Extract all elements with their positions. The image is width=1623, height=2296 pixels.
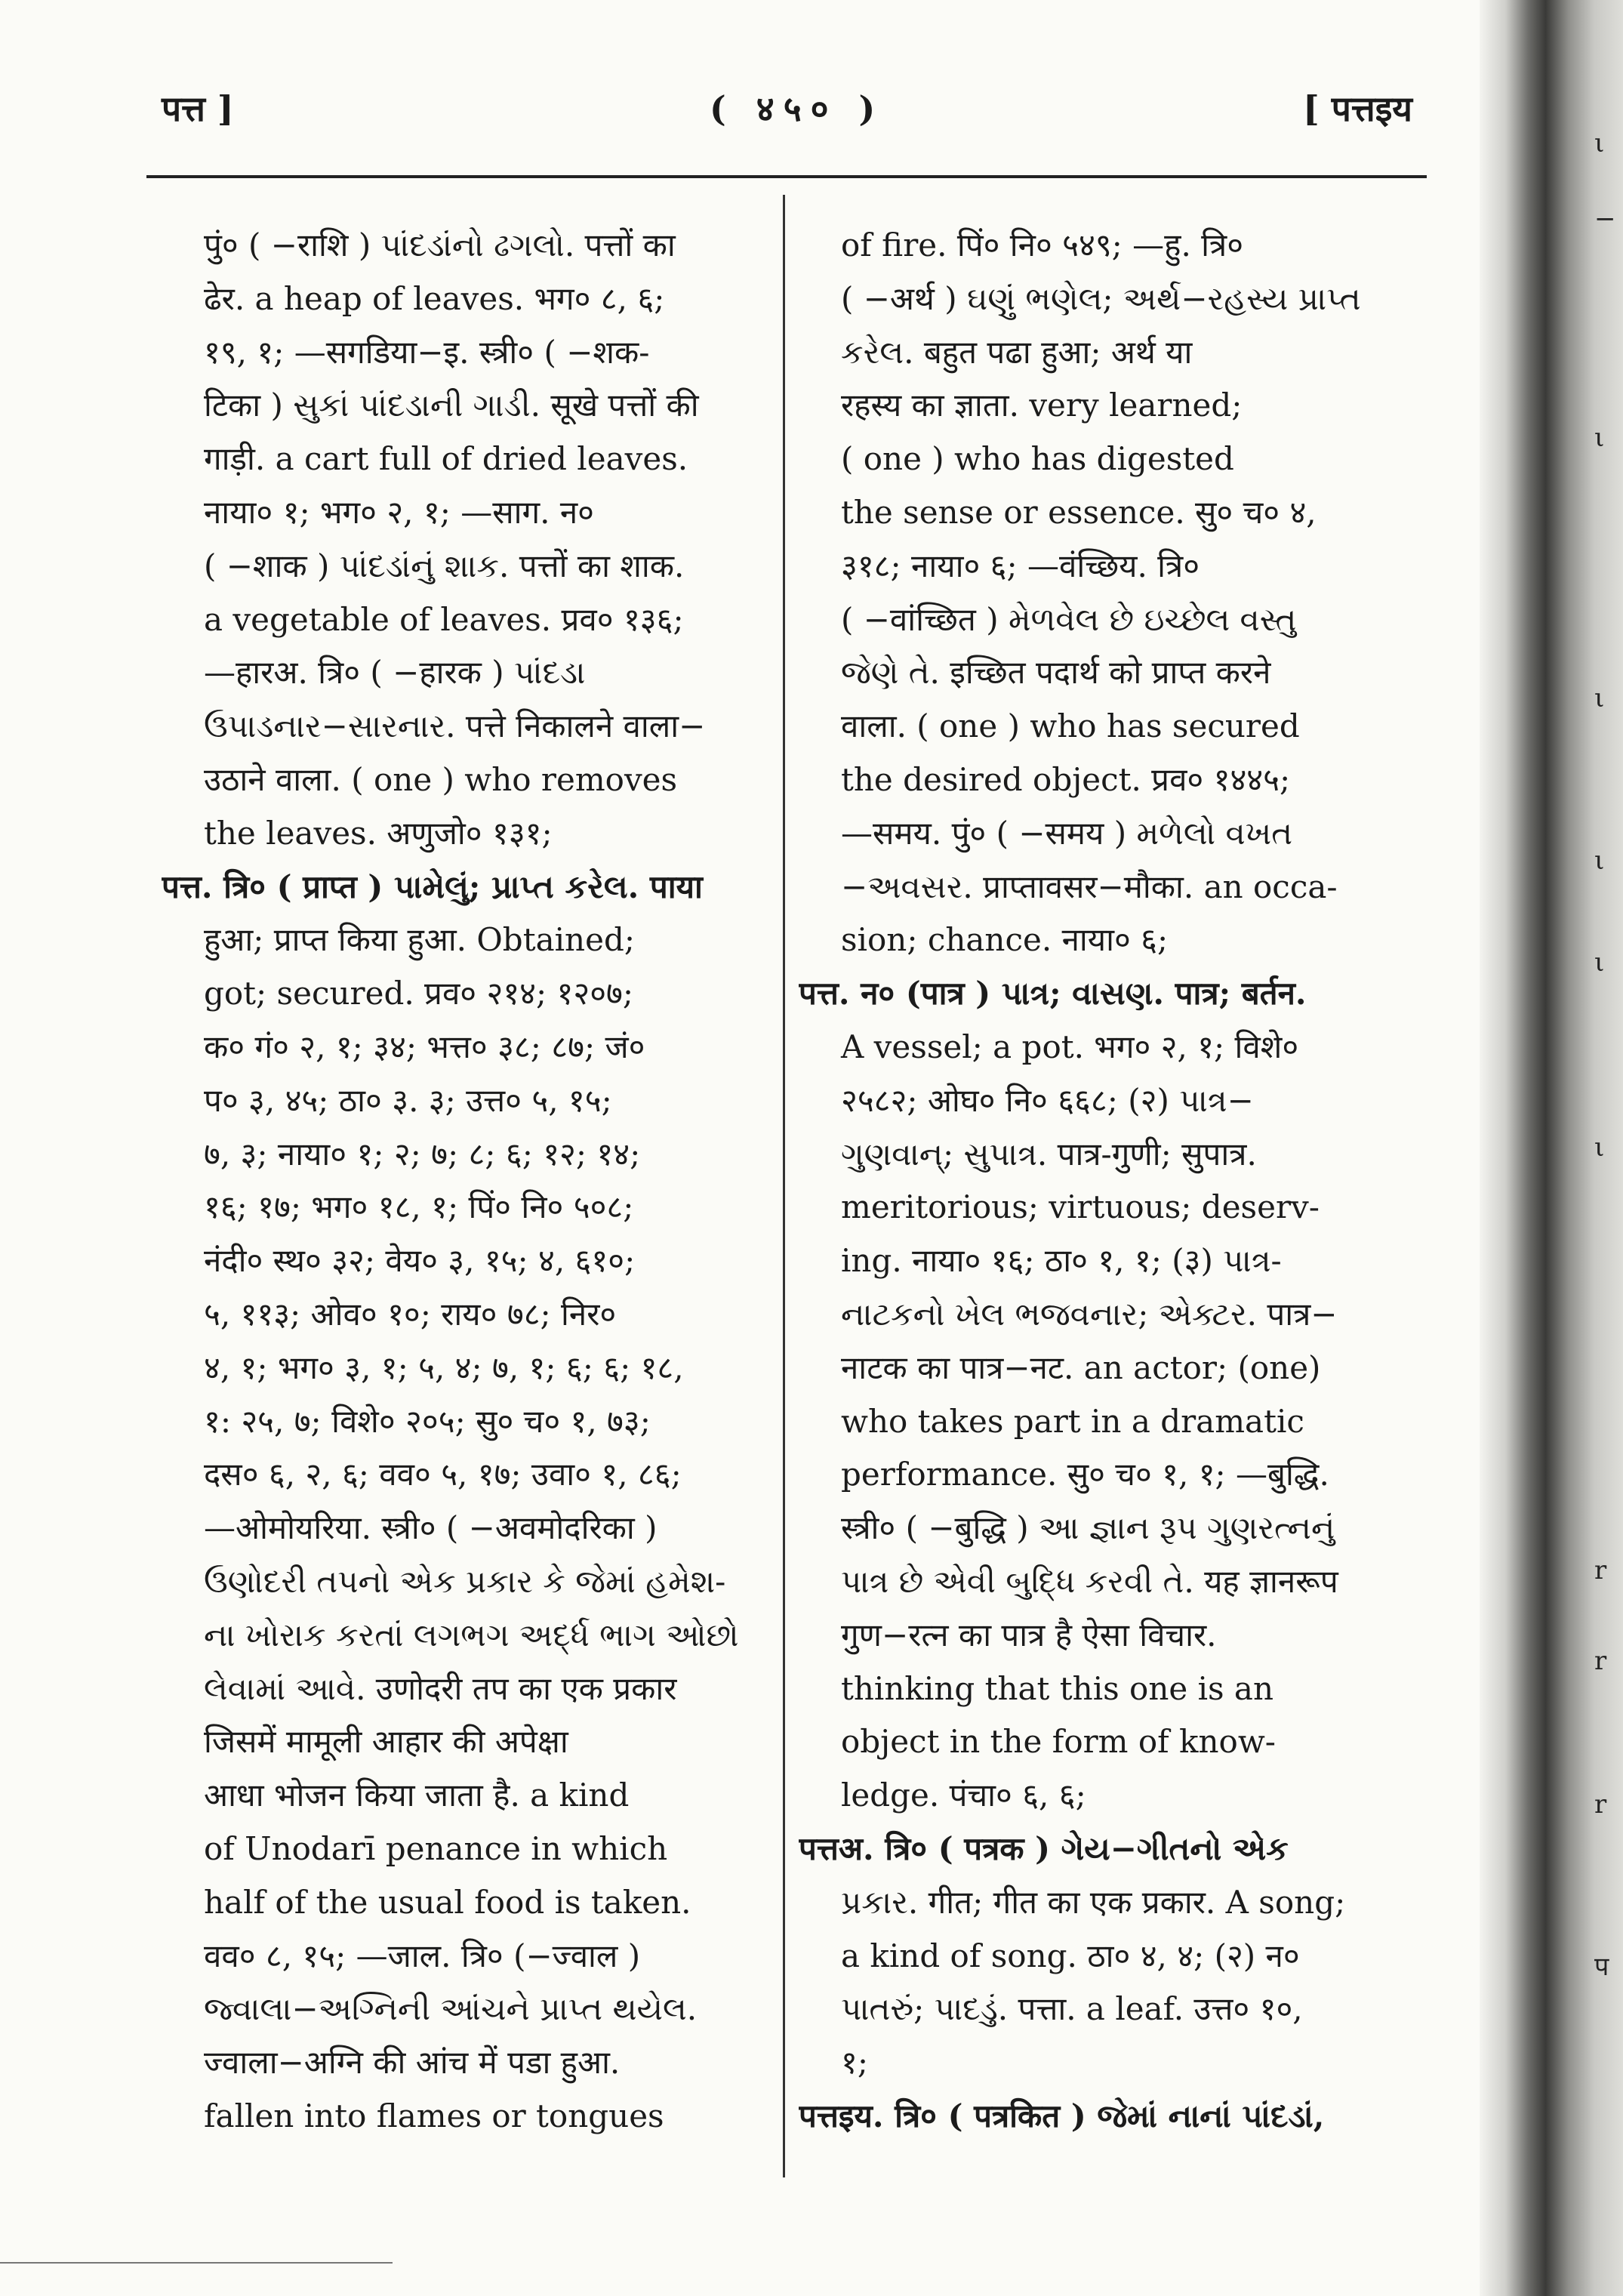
headword-line: पत्त. त्रि० ( प्राप्त ) પામેલું; પ્રાપ્ત કરેલ. पाया [162,868,703,905]
entry-line: जिसमें मामूली आहार की अपेक्षा [204,1723,568,1761]
entry-line: २५८२; ओघ० नि० ६६८; (२) પાત્ર− [841,1081,1254,1119]
entry-line: नाटक का पात्र−नट. an actor; (one) [841,1348,1321,1386]
left-column [162,219,765,2143]
page-number: ( ४५० ) [710,88,885,129]
headword-line: पत्तइय. त्रि० ( पत्रकित ) જેમાં નાનાં પાંદડાં, [799,2097,1325,2134]
entry-line: —समय. पुं० ( −समय ) મળેલો વખત [841,814,1293,852]
entry-line: वव० ८, १५; —जाल. त्रि० (−ज्वाल ) [204,1937,641,1974]
entry-line: १९, १; —सगडिया−इ. स्त्री० ( −शक- [204,333,650,371]
entry-line: ing. नाया० १६; ठा० १, १; (३) પાત્ર- [841,1242,1282,1280]
entry-line: thinking that this one is an [841,1669,1274,1707]
entry-line: क० गं० २, १; ३४; भत्त० ३८; ८७; जं० [204,1028,645,1065]
binding-mark: प [1594,1952,1609,1982]
entry-line: नंदी० स्थ० ३२; वेय० ३, १५; ४, ६१०; [204,1242,636,1280]
binding-mark: ι [1594,948,1605,978]
binding-mark: r [1594,1646,1607,1676]
entry-line: ગુણવાન્; સુપાત્ર. पात्र-गुणी; सुपात्र. [841,1135,1257,1173]
entry-line: meritorious; virtuous; deserv- [841,1188,1320,1226]
entry-line: ढेर. a heap of leaves. भग० ८, ६; [204,279,665,317]
entry-line: ज्वाला−अग्नि की आंच में पडा हुआ. [204,2044,621,2082]
entry-line: ઉણોદરી તપનો એક પ્રકાર કે જેમાં હમેશ- [204,1562,726,1600]
entry-line: −અવસર. प्राप्तावसर−मौका. an occa- [841,868,1338,905]
entry-line: who takes part in a dramatic [841,1402,1304,1440]
entry-line: પાત્ર છે એવી બુદ્ધિ કરવી તે. यह ज्ञानरूप [841,1562,1338,1600]
entry-line: आधा भोजन किया जाता है. a kind [204,1777,630,1814]
headword-line: पत्तअ. त्रि० ( पत्रक ) ગેય−ગીતનો એક [799,1829,1289,1867]
page-bottom-edge [0,2262,393,2264]
entry-line: गाड़ी. a cart full of dried leaves. [204,440,688,478]
entry-line: ( −शाक ) પાંદડાંનું શાક. पत्तों का शाक. [204,547,685,584]
entry-line: ના ખોરાક કરતાં લગભગ અર્દ્ધ ભાગ ઓછો [204,1616,739,1653]
entry-line: a kind of song. ठा० ४, ४; (२) न० [841,1937,1300,1974]
binding-mark: − [1594,204,1616,234]
entry-line: the desired object. प्रव० १४४५; [841,760,1291,798]
entry-line: नाया० १; भग० २, १; —साग. न० [204,493,594,531]
entry-line: टिका ) સુકાં પાંદડાની ગાડી. सूखे पत्तों की [204,387,699,424]
entry-line: ( −वांच्छित ) મેળવેલ છે ઇચ્છેલ વસ્તુ [841,600,1297,638]
entry-line: १६; १७; भग० १८, १; पिं० नि० ५०८; [204,1188,634,1226]
entry-line: ५, ११३; ओव० १०; राय० ७८; निर० [204,1295,617,1333]
entry-line: ३१८; नाया० ६; —वंच्छिय. त्रि० [841,547,1200,584]
entry-line: of fire. पिं० नि० ५४९; —हु. त्रि० [841,227,1244,264]
entry-line: पुं० ( −राशि ) પાંદડાંનો ઢગલો. पत्तों का [204,227,676,264]
entry-line: કરેલ. बहुत पढा हुआ; अर्थ या [841,333,1193,371]
entry-line: स्त्री० ( −बुद्धि ) આ જ્ઞાન રૂપ ગુણરત્નનું [841,1509,1335,1547]
entry-line: —हारअ. त्रि० ( −हारक ) પાંદડા [204,654,586,692]
entry-line: प० ३, ४५; ठा० ३. ३; उत्त० ५, १५; [204,1081,612,1119]
binding-mark: ι [1594,846,1605,876]
entry-line: પ્રકાર. गीत; गीत का एक प्रकार. A song; [841,1883,1346,1921]
binding-mark: r [1594,1555,1607,1586]
entry-line: १; [841,2044,868,2082]
entry-line: १: २५, ७; विशे० २०५; सु० च० १, ७३; [204,1402,651,1440]
entry-line: ઉપાડનાર−સારનાર. पत्ते निकालने वाला− [204,707,706,745]
running-head-right: [ पत्तइय [1303,88,1412,129]
entry-line: ( one ) who has digested [841,440,1234,478]
entry-line: गुण−रत्न का पात्र है ऐसा विचार. [841,1616,1217,1653]
entry-line: वाला. ( one ) who has secured [841,707,1300,745]
binding-mark: ι [1594,423,1605,453]
entry-line: —ओमोयरिया. स्त्री० ( −अवमोदरिका ) [204,1509,658,1547]
header-rule [146,175,1427,178]
entry-line: half of the usual food is taken. [204,1883,691,1921]
running-head-left: पत्त ] [162,88,234,129]
entry-line: જ્વાલા−અગ્નિની આંચને પ્રાપ્ત થયેલ. [204,1990,698,2028]
entry-line: of Unodarī penance in which [204,1829,668,1867]
entry-line: रहस्य का ज्ञाता. very learned; [841,387,1243,424]
binding-mark: r [1594,1789,1607,1820]
entry-line: उठाने वाला. ( one ) who removes [204,760,678,798]
entry-line: પાતરું; પાદડું. पत्ता. a leaf. उत्त० १०, [841,1990,1303,2028]
binding-mark: ι [1594,683,1605,713]
entry-line: ४, १; भग० ३, १; ५, ४; ७, १; ६; ६; १८, [204,1348,684,1386]
entry-line: ७, ३; नाया० १; २; ७; ८; ६; १२; १४; [204,1135,641,1173]
entry-line: a vegetable of leaves. प्रव० १३६; [204,600,684,638]
entry-line: ledge. पंचा० ६, ६; [841,1777,1086,1814]
entry-line: લેવામાં આવે. उणोदरी तप का एक प्रकार [204,1669,677,1707]
entry-line: got; secured. प्रव० २१४; १२०७; [204,975,634,1012]
entry-line: A vessel; a pot. भग० २, १; विशे० [841,1028,1299,1065]
entry-line: fallen into flames or tongues [204,2097,664,2134]
entry-line: ( −अर्थ ) ઘણું ભણેલ; અર્થ−રહસ્ય પ્રાપ્ત [841,279,1361,317]
headword-line: पत्त. न० (पात्र ) પાત્ર; વાસણ. पात्र; बर्तन. [799,975,1307,1012]
column-divider [783,195,785,2177]
right-column [799,219,1422,2143]
entry-line: the leaves. अणुजो० १३१; [204,814,553,852]
entry-line: sion; chance. नाया० ६; [841,921,1169,959]
entry-line: નાટકનો ખેલ ભજવનાર; એક્ટર. पात्र− [841,1295,1338,1333]
entry-line: object in the form of know- [841,1723,1276,1761]
entry-line: performance. सु० च० १, १; —बुद्धि. [841,1456,1329,1493]
entry-line: हुआ; प्राप्त किया हुआ. Obtained; [204,921,635,959]
binding-mark: ι [1594,1133,1605,1163]
entry-line: the sense or essence. सु० च० ४, [841,493,1317,531]
entry-line: दस० ६, २, ६; वव० ५, १७; उवा० १, ८६; [204,1456,682,1493]
entry-line: જેણે તે. इच्छित पदार्थ को प्राप्त करने [841,654,1271,692]
binding-mark: ι [1594,128,1605,159]
